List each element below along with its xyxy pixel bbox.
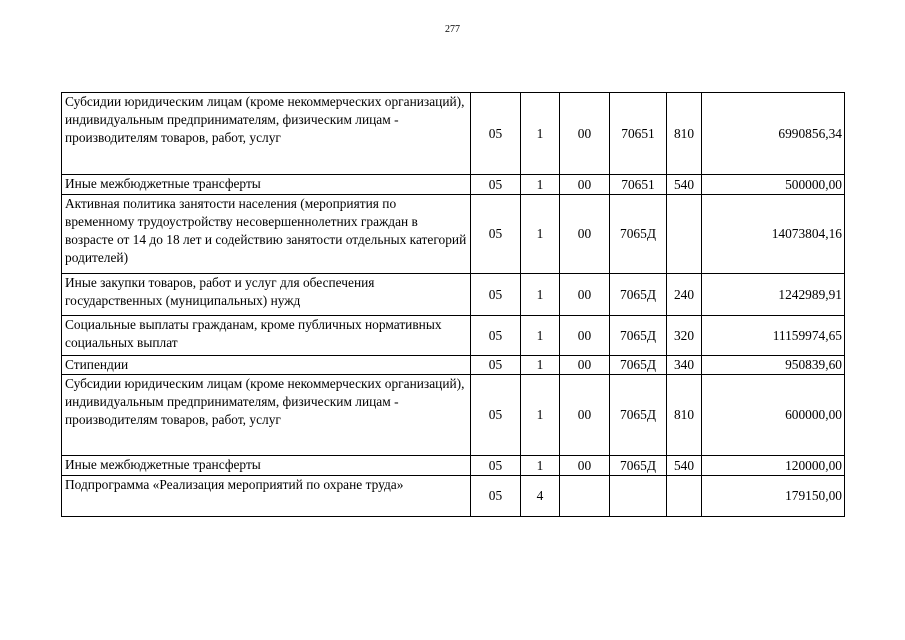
subprogram-cell: 00: [560, 93, 610, 175]
section-cell: 05: [471, 274, 521, 316]
amount-cell: 600000,00: [702, 375, 845, 456]
expense-type-cell: 340: [667, 356, 702, 375]
amount-cell: 179150,00: [702, 476, 845, 517]
target-code-cell: [610, 476, 667, 517]
section-cell: 05: [471, 175, 521, 195]
expense-type-cell: 540: [667, 456, 702, 476]
target-code-cell: 7065Д: [610, 195, 667, 274]
row-name-cell: Подпрограмма «Реализация мероприятий по охране труда»: [62, 476, 471, 517]
target-code-cell: 70651: [610, 93, 667, 175]
expense-type-cell: [667, 476, 702, 517]
section-cell: 05: [471, 93, 521, 175]
row-name-cell: Иные закупки товаров, работ и услуг для обеспечения государственных (муниципальных) нужд: [62, 274, 471, 316]
expense-type-cell: 320: [667, 316, 702, 356]
row-name-cell: Субсидии юридическим лицам (кроме некоммерческих организаций), индивидуальным предпринимателям, физическим лицам - производителям товаров, работ, услуг: [62, 375, 471, 456]
table-row: [62, 195, 845, 274]
section-cell: 05: [471, 456, 521, 476]
amount-cell: 120000,00: [702, 456, 845, 476]
amount-cell: 11159974,65: [702, 316, 845, 356]
row-name-cell: Иные межбюджетные трансферты: [62, 175, 471, 195]
target-code-cell: 7065Д: [610, 356, 667, 375]
subprogram-cell: 00: [560, 175, 610, 195]
budget-table: [61, 92, 845, 517]
expense-type-cell: 810: [667, 93, 702, 175]
target-code-cell: 7065Д: [610, 316, 667, 356]
subprogram-cell: 00: [560, 456, 610, 476]
table-row: [62, 356, 845, 375]
amount-cell: 6990856,34: [702, 93, 845, 175]
page-number: 277: [445, 24, 460, 35]
subprogram-cell: [560, 476, 610, 517]
program-cell: 1: [521, 375, 560, 456]
row-name-cell: Субсидии юридическим лицам (кроме некоммерческих организаций), индивидуальным предпринимателям, физическим лицам - производителям товаров, работ, услуг: [62, 93, 471, 175]
amount-cell: 500000,00: [702, 175, 845, 195]
program-cell: 1: [521, 175, 560, 195]
subprogram-cell: 00: [560, 356, 610, 375]
row-name-cell: Активная политика занятости населения (мероприятия по временному трудоустройству несовершеннолетних граждан в возрасте от 14 до 18 лет и содействию занятости отдельных категорий родителей): [62, 195, 471, 274]
target-code-cell: 7065Д: [610, 274, 667, 316]
program-cell: 1: [521, 195, 560, 274]
table-row: [62, 316, 845, 356]
row-name-cell: Иные межбюджетные трансферты: [62, 456, 471, 476]
program-cell: 1: [521, 356, 560, 375]
section-cell: 05: [471, 356, 521, 375]
table-row: [62, 274, 845, 316]
target-code-cell: 70651: [610, 175, 667, 195]
section-cell: 05: [471, 195, 521, 274]
amount-cell: 1242989,91: [702, 274, 845, 316]
expense-type-cell: 810: [667, 375, 702, 456]
amount-cell: 14073804,16: [702, 195, 845, 274]
program-cell: 1: [521, 456, 560, 476]
table-row: [62, 175, 845, 195]
table-row: [62, 476, 845, 517]
subprogram-cell: 00: [560, 274, 610, 316]
expense-type-cell: [667, 195, 702, 274]
row-name-cell: Стипендии: [62, 356, 471, 375]
program-cell: 4: [521, 476, 560, 517]
amount-cell: 950839,60: [702, 356, 845, 375]
section-cell: 05: [471, 316, 521, 356]
row-name-cell: Социальные выплаты гражданам, кроме публичных нормативных социальных выплат: [62, 316, 471, 356]
expense-type-cell: 240: [667, 274, 702, 316]
target-code-cell: 7065Д: [610, 456, 667, 476]
table-row: [62, 93, 845, 175]
subprogram-cell: 00: [560, 316, 610, 356]
program-cell: 1: [521, 316, 560, 356]
table-row: [62, 375, 845, 456]
table-row: [62, 456, 845, 476]
section-cell: 05: [471, 375, 521, 456]
target-code-cell: 7065Д: [610, 375, 667, 456]
subprogram-cell: 00: [560, 195, 610, 274]
expense-type-cell: 540: [667, 175, 702, 195]
program-cell: 1: [521, 274, 560, 316]
program-cell: 1: [521, 93, 560, 175]
subprogram-cell: 00: [560, 375, 610, 456]
section-cell: 05: [471, 476, 521, 517]
